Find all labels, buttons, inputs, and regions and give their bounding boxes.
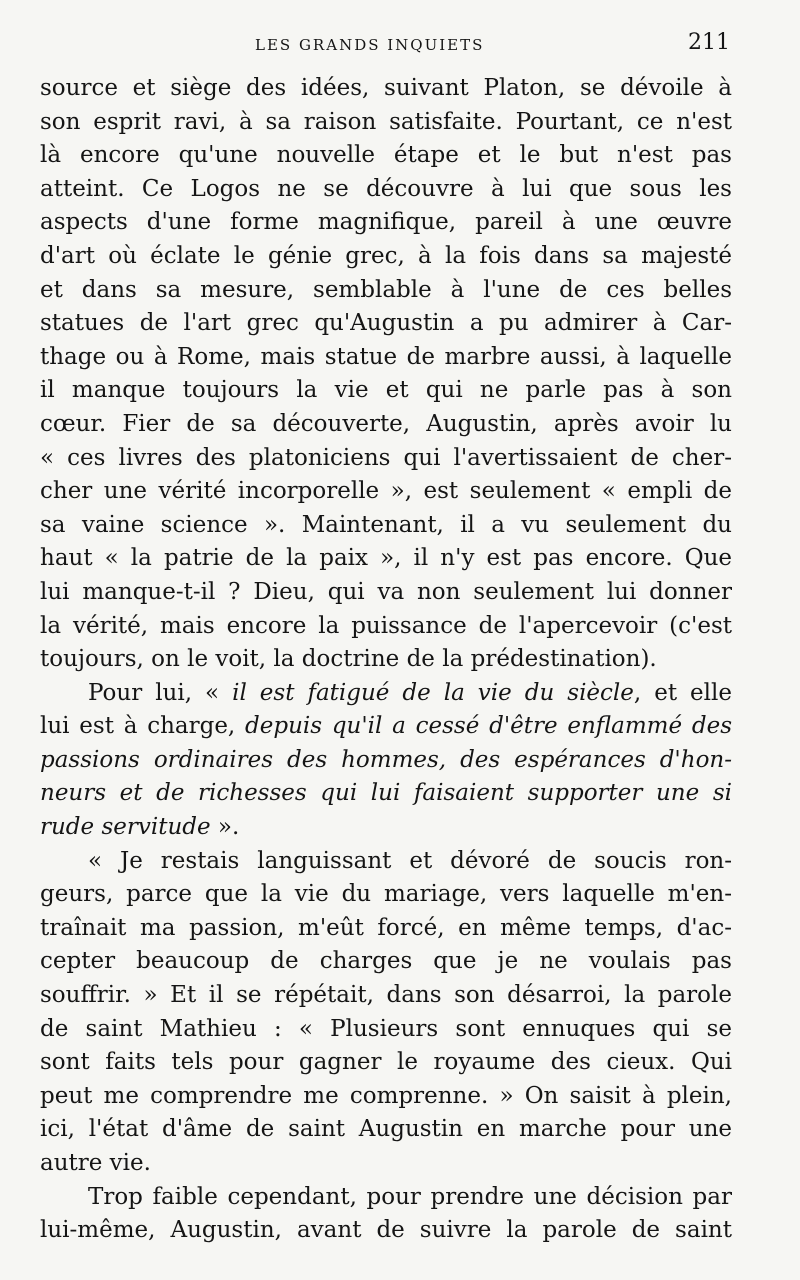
text-line: « Je restais languissant et dévoré de soucis ron-: [88, 847, 732, 874]
text-line: « ces livres des platoniciens qui l'avertissaient de cher-: [40, 444, 732, 471]
text-line: lui-même, Augustin, avant de suivre la parole de saint: [40, 1217, 732, 1244]
text-line: la vérité, mais encore la puissance de l'apercevoir (c'est: [40, 612, 732, 639]
text-line: aspects d'une forme magnifique, pareil à une œuvre: [40, 209, 732, 236]
text-line: toujours, on le voit, la doctrine de la prédestination).: [40, 646, 657, 673]
text-line: il manque toujours la vie et qui ne parle pas à son: [40, 377, 732, 404]
page-header: [40, 30, 730, 62]
text-line: sa vaine science ». Maintenant, il a vu seulement du: [40, 511, 732, 538]
text-line: passions ordinaires des hommes, des espérances d'hon-: [40, 746, 732, 773]
text-line: rude servitude ».: [40, 814, 240, 841]
text-line: geurs, parce que la vie du mariage, vers laquelle m'en-: [40, 881, 732, 908]
text-line: ici, l'état d'âme de saint Augustin en marche pour une: [40, 1116, 732, 1143]
text-line: d'art où éclate le génie grec, à la fois dans sa majesté: [40, 242, 732, 269]
text-line: son esprit ravi, à sa raison satisfaite. Pourtant, ce n'est: [40, 108, 732, 135]
text-line: statues de l'art grec qu'Augustin a pu admirer à Car-: [40, 310, 732, 337]
text-line: peut me comprendre me comprenne. » On saisit à plein,: [40, 1082, 732, 1109]
text-line: souffrir. » Et il se répétait, dans son désarroi, la parole: [40, 982, 732, 1009]
text-line: lui est à charge, depuis qu'il a cessé d'être enflammé des: [40, 713, 732, 740]
text-line: cher une vérité incorporelle », est seulement « empli de: [40, 478, 732, 505]
text-line: source et siège des idées, suivant Platon, se dévoile à: [40, 75, 732, 101]
text-line: sont faits tels pour gagner le royaume des cieux. Qui: [40, 1049, 732, 1076]
text-line: neurs et de richesses qui lui faisaient supporter une si: [40, 780, 732, 807]
running-head: LES GRANDS INQUIETS: [255, 36, 485, 54]
text-line: autre vie.: [40, 1150, 151, 1176]
text-line: haut « la patrie de la paix », il n'y est pas encore. Que: [40, 545, 732, 572]
text-line: thage ou à Rome, mais statue de marbre aussi, à laquelle: [40, 343, 732, 370]
body-text: [40, 72, 732, 1248]
text-line: là encore qu'une nouvelle étape et le but n'est pas: [40, 142, 732, 169]
text-line: cepter beaucoup de charges que je ne voulais pas: [40, 948, 732, 975]
text-line: traînait ma passion, m'eût forcé, en même temps, d'ac-: [40, 914, 732, 941]
text-line: Trop faible cependant, pour prendre une décision par: [88, 1183, 732, 1210]
text-line: lui manque-t-il ? Dieu, qui va non seulement lui donner: [40, 578, 732, 605]
text-line: cœur. Fier de sa découverte, Augustin, après avoir lu: [40, 410, 732, 437]
page-number: 211: [688, 30, 730, 55]
text-line: et dans sa mesure, semblable à l'une de ces belles: [40, 276, 732, 303]
text-line: atteint. Ce Logos ne se découvre à lui que sous les: [40, 175, 732, 202]
text-line: de saint Mathieu : « Plusieurs sont ennuques qui se: [40, 1015, 732, 1042]
text-line: Pour lui, « il est fatigué de la vie du siècle, et elle: [88, 679, 732, 706]
